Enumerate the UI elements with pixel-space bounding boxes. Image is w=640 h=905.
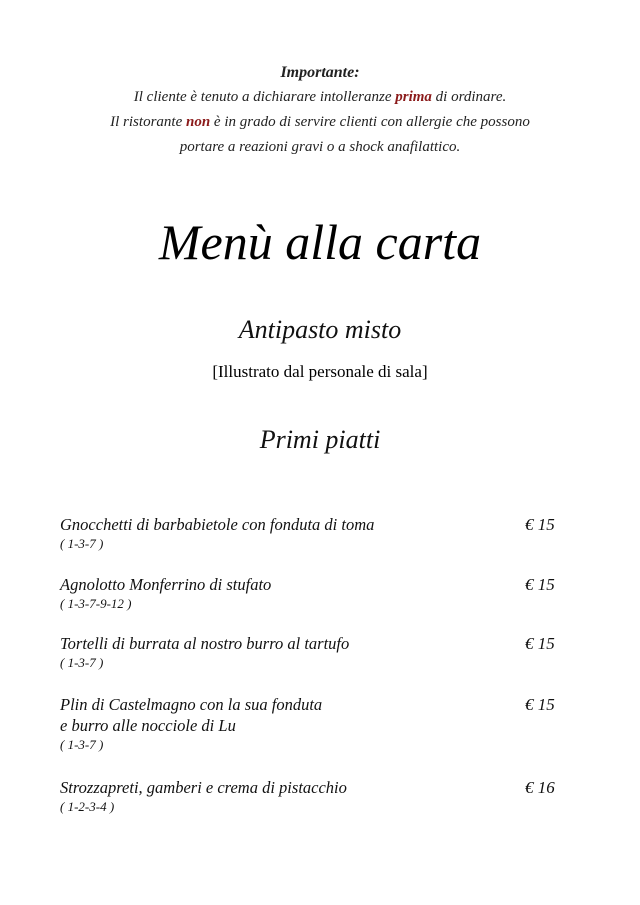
notice-line-2-end: è in grado di servire clienti con allergie che possono <box>213 114 530 130</box>
dish-allergens: ( 1-2-3-4 ) <box>60 799 115 814</box>
dish-item <box>60 574 580 613</box>
dish-name: Tortelli di burrata al nostro burro al tartufo <box>60 634 350 653</box>
dish-price: € 16 <box>525 778 555 797</box>
notice-emphasis-prima: prima <box>395 89 432 105</box>
dish-price: € 15 <box>525 634 555 653</box>
dish-allergens: ( 1-3-7 ) <box>60 655 104 670</box>
notice-line-1-end: di ordinare. <box>435 89 507 105</box>
dish-item <box>60 777 580 816</box>
dish-price: € 15 <box>525 515 555 534</box>
dish-price: € 15 <box>525 575 555 594</box>
notice-emphasis-non: non <box>185 114 211 130</box>
allergy-notice <box>0 60 640 160</box>
dish-allergens: ( 1-3-7-9-12 ) <box>60 596 132 611</box>
dish-name-line-1: Plin di Castelmagno con la sua fonduta <box>60 695 323 714</box>
dish-item <box>60 694 580 754</box>
notice-line-3: portare a reazioni gravi o a shock anafilattico. <box>179 139 461 155</box>
menu-title: Menù alla carta <box>158 214 482 270</box>
antipasto-heading: Antipasto misto <box>238 315 402 344</box>
notice-line-1 <box>0 85 640 110</box>
notice-line-2-start: Il ristorante <box>110 114 183 130</box>
dish-item <box>60 514 580 553</box>
dish-allergens: ( 1-3-7 ) <box>60 737 104 752</box>
dish-allergens: ( 1-3-7 ) <box>60 536 104 551</box>
notice-title: Importante: <box>280 64 360 81</box>
notice-line-1-start: Il cliente è tenuto a dichiarare intolleranze <box>133 89 392 105</box>
dish-name: Strozzapreti, gamberi e crema di pistacchio <box>60 778 347 797</box>
notice-line-2 <box>0 110 640 135</box>
dish-price: € 15 <box>525 695 555 714</box>
dish-name: Gnocchetti di barbabietole con fonduta di toma <box>60 515 375 534</box>
dish-item <box>60 633 580 672</box>
dish-name: Agnolotto Monferrino di stufato <box>60 575 272 594</box>
dish-name-line-2: e burro alle nocciole di Lu <box>60 716 236 735</box>
antipasto-note: [Illustrato dal personale di sala] <box>212 362 428 381</box>
primi-heading: Primi piatti <box>259 425 381 454</box>
